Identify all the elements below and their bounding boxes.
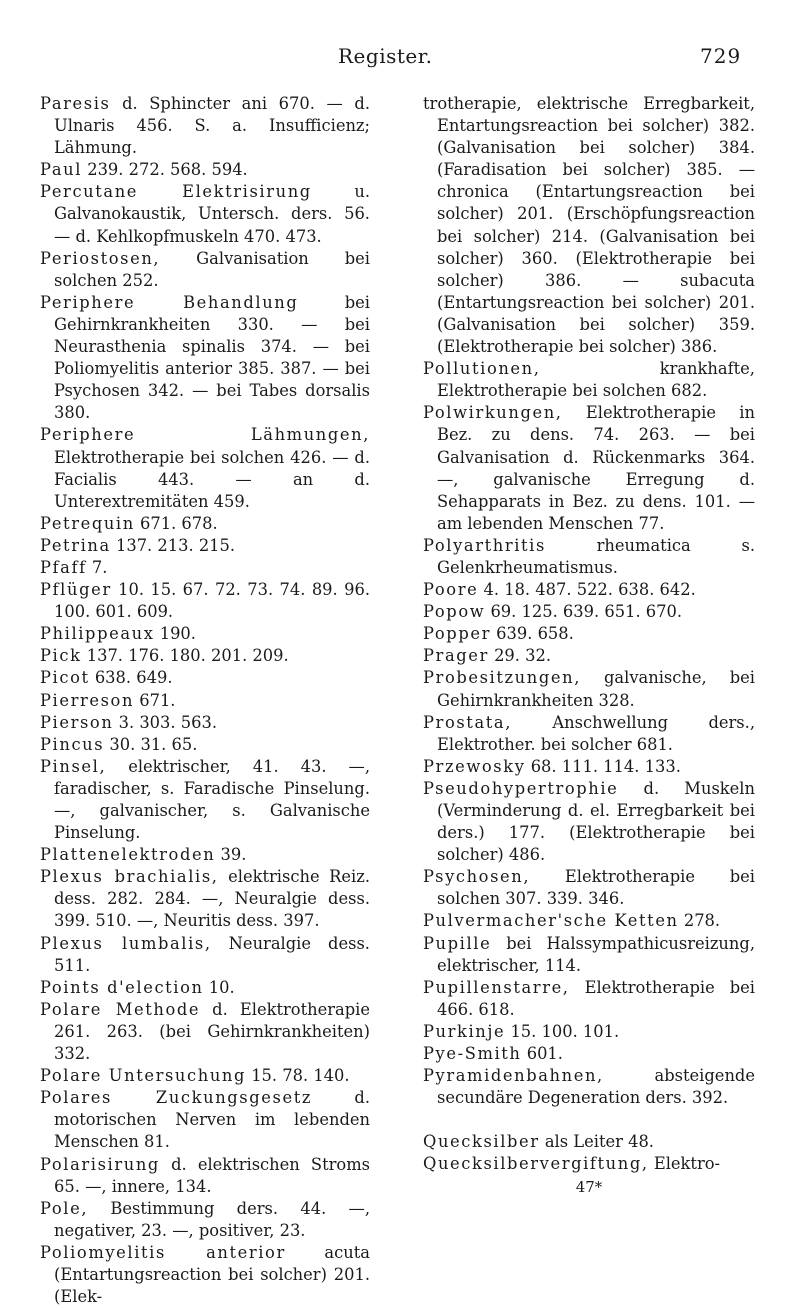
index-entry: [40, 181, 370, 247]
index-entry: [423, 1131, 755, 1153]
entry-text: elektrische Reiz. dess. 282. 284. —, Neuralgie dess. 399. 510. —, Neuritis dess. 397.: [54, 867, 370, 931]
index-entry: [423, 1065, 755, 1109]
index-entry: [423, 712, 755, 756]
index-entry: [423, 756, 755, 778]
entry-keyword: Pinsel,: [40, 756, 107, 776]
entry-text: rheumatica s. Gelenkrheumatismus.: [437, 535, 755, 577]
entry-text: d. Elektrotherapie 261. 263. (bei Gehirnkrankheiten) 332.: [54, 999, 370, 1064]
left-column: [40, 93, 370, 1308]
index-entry: [40, 1087, 370, 1153]
entry-keyword: Poore: [423, 580, 479, 600]
entry-text: d. motorischen Nerven im lebenden Menschen 81.: [54, 1088, 370, 1152]
entry-keyword: Plattenelektroden: [40, 845, 216, 865]
entry-text: galvanische, bei Gehirnkrankheiten 328.: [437, 668, 755, 710]
entry-keyword: Prostata,: [423, 712, 512, 732]
entry-text: 69. 125. 639. 651. 670.: [485, 602, 683, 622]
entry-text: Elektrotherapie bei solchen 426. — d. Facialis 443. — an d. Unterextremitäten 459.: [54, 447, 370, 511]
index-entry: [40, 535, 370, 557]
index-entry: [40, 844, 370, 866]
entry-text: bei Halssympathicusreizung, elektrischer, 114.: [437, 933, 755, 975]
entry-keyword: Polare Untersuchung: [40, 1066, 247, 1086]
entry-text: 15. 100. 101.: [505, 1021, 620, 1041]
entry-keyword: Polwirkungen,: [423, 403, 563, 423]
entry-text: 137. 213. 215.: [110, 535, 236, 555]
index-entry: [423, 910, 755, 932]
section-gap: [423, 1109, 755, 1131]
entry-text: 7.: [86, 557, 108, 577]
index-entry: [40, 292, 370, 425]
index-entry: [423, 1043, 755, 1065]
index-entry: [40, 579, 370, 623]
entry-text: Elektrotherapie in Bez. zu dens. 74. 263. — bei Galvanisation d. Rückenmarks 364. —, galvanische Erregung d. Sehapparats in Bez. zu dens. 101. — am lebenden Menschen 77.: [437, 403, 755, 533]
index-entry: [40, 999, 370, 1065]
entry-keyword: Pierson: [40, 712, 114, 732]
entry-keyword: Points d'election: [40, 977, 204, 997]
entry-text: 671.: [134, 690, 176, 710]
entry-keyword: Percutane Elektrisirung: [40, 182, 312, 202]
index-entry: [40, 756, 370, 844]
index-entry: [40, 1242, 370, 1308]
right-column: [423, 93, 755, 1198]
entry-keyword: Periphere Behandlung: [40, 292, 299, 312]
index-entry: [423, 579, 755, 601]
entry-text: 30. 31. 65.: [104, 734, 198, 754]
entry-keyword: Pierreson: [40, 690, 135, 710]
page-header: [0, 44, 801, 74]
index-entry: [40, 1198, 370, 1242]
entry-text: 68. 111. 114. 133.: [525, 756, 681, 776]
entry-text: 239. 272. 568. 594.: [82, 160, 248, 180]
entry-keyword: Psychosen,: [423, 867, 531, 887]
page-title: Register.: [338, 44, 433, 68]
index-entry: [423, 866, 755, 910]
index-entry: [423, 535, 755, 579]
entry-keyword: Popper: [423, 624, 491, 644]
entry-keyword: Plexus brachialis,: [40, 867, 219, 887]
entry-text: 10. 15. 67. 72. 73. 74. 89. 96. 100. 601. 609.: [54, 580, 370, 622]
entry-keyword: Polares Zuckungsgesetz: [40, 1088, 313, 1108]
index-entry: [423, 778, 755, 866]
entry-keyword: Periphere Lähmungen,: [40, 425, 370, 445]
index-entry: [423, 933, 755, 977]
entry-keyword: Plexus lumbalis,: [40, 933, 212, 953]
entry-text: Anschwellung ders., Elektrother. bei solcher 681.: [437, 712, 755, 754]
entry-text: Bestimmung ders. 44. —, negativer, 23. —, positiver, 23.: [54, 1198, 370, 1240]
entry-text: 15. 78. 140.: [246, 1066, 350, 1086]
entry-text: elektrischer, 41. 43. —, faradischer, s. Faradische Pinselung. —, galvanischer, s. Galvanische Pinselung.: [54, 756, 370, 843]
index-entry: [423, 623, 755, 645]
entry-text: Neuralgie dess. 511.: [54, 933, 370, 975]
entry-text: 29. 32.: [488, 646, 552, 666]
index-entry: [40, 248, 370, 292]
entry-keyword: Popow: [423, 602, 486, 622]
index-entry: [40, 645, 370, 667]
index-entry: [40, 424, 370, 512]
entry-text: d. Sphincter ani 670. — d. Ulnaris 456. S. a. Insufficienz; Lähmung.: [54, 94, 370, 158]
entry-text: 3. 303. 563.: [113, 712, 217, 732]
entry-keyword: Prager: [423, 646, 489, 666]
entry-text: trotherapie, elektrische Erregbarkeit, Entartungsreaction bei solcher) 382. (Galvanisation bei solcher) 384. (Faradisation bei solcher) 385. — chronica (Entartungsreaction bei solcher) 201. (Erschöpfungsreaction bei solcher) 214. (Galvanisation bei solcher) 360. (Elektrotherapie bei solcher) 386. — subacuta (Entartungsreaction bei solcher) 201. (Galvanisation bei solcher) 359. (Elektrotherapie bei solcher) 386.: [423, 94, 755, 357]
entry-text: 671. 678.: [134, 513, 218, 533]
index-entry: [40, 1154, 370, 1198]
entry-keyword: Quecksilbervergiftung,: [423, 1154, 649, 1174]
entry-text: u. Galvanokaustik, Untersch. ders. 56. — d. Kehlkopfmuskeln 470. 473.: [54, 182, 370, 246]
index-entry: [40, 866, 370, 932]
index-entry: [40, 977, 370, 999]
entry-keyword: Philippeaux: [40, 624, 155, 644]
index-entry: [423, 93, 755, 358]
entry-keyword: Pfaff: [40, 557, 87, 577]
entry-keyword: Paresis: [40, 94, 111, 113]
index-entry: [40, 557, 370, 579]
entry-keyword: Pseudohypertrophie: [423, 778, 619, 798]
entry-keyword: Periostosen,: [40, 248, 161, 268]
entry-text: Galvanisation bei solchen 252.: [54, 248, 370, 290]
entry-keyword: Poliomyelitis anterior: [40, 1242, 286, 1262]
index-entry: [423, 1153, 755, 1175]
index-entry: [423, 358, 755, 402]
index-entry: [40, 667, 370, 689]
entry-keyword: Polare Methode: [40, 999, 201, 1019]
index-entry: [40, 734, 370, 756]
index-entry: [40, 690, 370, 712]
entry-text: d. Muskeln (Verminderung d. el. Erregbarkeit bei ders.) 177. (Elektrotherapie bei solcher) 486.: [437, 778, 755, 865]
entry-keyword: Pincus: [40, 734, 105, 754]
entry-text: 278.: [678, 911, 721, 931]
entry-text: 10.: [203, 977, 235, 997]
entry-keyword: Petrequin: [40, 513, 135, 533]
entry-keyword: Pflüger: [40, 580, 112, 600]
entry-keyword: Pyramidenbahnen,: [423, 1066, 604, 1086]
index-entry: [423, 667, 755, 711]
entry-text: 190.: [154, 624, 196, 644]
entry-keyword: Pupille: [423, 933, 492, 953]
index-entry: [40, 623, 370, 645]
entry-text: als Leiter 48.: [539, 1132, 654, 1152]
entry-text: 39.: [215, 845, 247, 865]
entry-text: Elektrotherapie bei solchen 307. 339. 346.: [437, 867, 755, 909]
entry-keyword: Pulvermacher'sche Ketten: [423, 911, 679, 931]
index-entry: [423, 645, 755, 667]
entry-keyword: Pupillenstarre,: [423, 977, 570, 997]
entry-keyword: Polarisirung: [40, 1154, 160, 1174]
entry-text: krankhafte, Elektrotherapie bei solchen 682.: [437, 359, 755, 401]
entry-text: Elektro-: [648, 1154, 721, 1174]
entry-keyword: Przewosky: [423, 756, 526, 776]
entry-text: 639. 658.: [490, 624, 574, 644]
index-entry: [40, 513, 370, 535]
entry-keyword: Purkinje: [423, 1021, 506, 1041]
entry-keyword: Picot: [40, 668, 90, 688]
entry-keyword: Probesitzungen,: [423, 668, 581, 688]
entry-text: acuta (Entartungsreaction bei solcher) 201. (Elek-: [54, 1242, 370, 1307]
entry-text: 638. 649.: [89, 668, 173, 688]
entry-keyword: Pole,: [40, 1198, 89, 1218]
index-entry: [423, 977, 755, 1021]
index-entry: [40, 93, 370, 159]
index-entry: [40, 933, 370, 977]
index-entry: [423, 601, 755, 623]
entry-keyword: Pye-Smith: [423, 1044, 522, 1064]
entry-text: 137. 176. 180. 201. 209.: [81, 646, 289, 666]
entry-keyword: Polyarthritis: [423, 535, 546, 555]
entry-keyword: Paul: [40, 160, 83, 180]
index-entry: [40, 159, 370, 181]
index-entry: [423, 402, 755, 535]
entry-keyword: Pick: [40, 646, 82, 666]
entry-keyword: Quecksilber: [423, 1132, 540, 1152]
entry-text: bei Gehirnkrankheiten 330. — bei Neurasthenia spinalis 374. — bei Poliomyelitis anterior 385. 387. — bei Psychosen 342. — bei Tabes dorsalis 380.: [54, 292, 370, 423]
entry-text: Elektrotherapie bei 466. 618.: [437, 977, 755, 1019]
entry-keyword: Pollutionen,: [423, 359, 541, 379]
entry-text: d. elektrischen Stroms 65. —, innere, 134.: [54, 1154, 370, 1196]
signature-mark: 47*: [575, 1177, 603, 1196]
entry-text: 601.: [521, 1044, 563, 1064]
page-number: 729: [700, 44, 742, 68]
index-entry: [423, 1021, 755, 1043]
index-entry: [40, 1065, 370, 1087]
entry-keyword: Petrina: [40, 535, 111, 555]
entry-text: 4. 18. 487. 522. 638. 642.: [478, 580, 696, 600]
entry-text: absteigende secundäre Degeneration ders. 392.: [437, 1066, 755, 1108]
index-entry: [40, 712, 370, 734]
